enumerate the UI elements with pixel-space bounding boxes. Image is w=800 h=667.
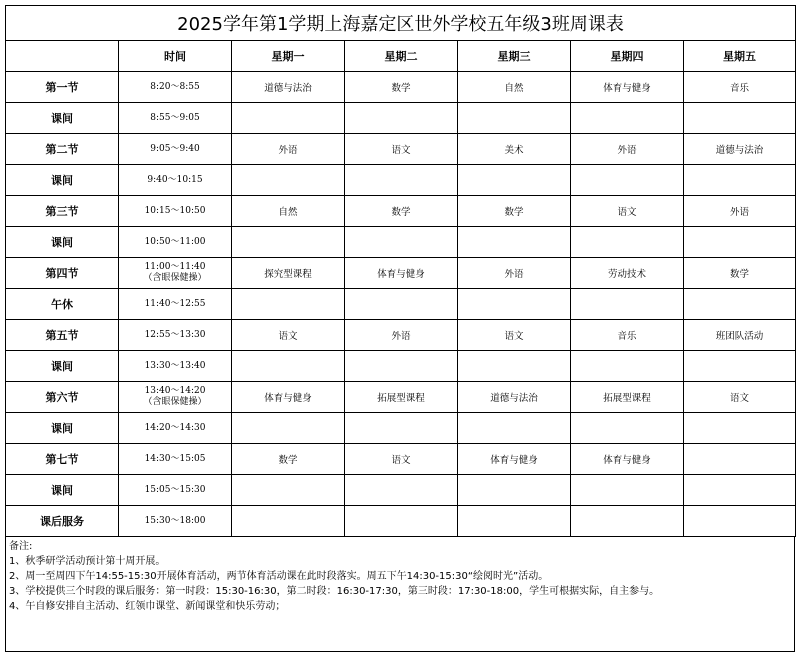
time-cell — [119, 351, 232, 382]
subject-cell: 数学 — [345, 72, 458, 103]
period-label: 第七节 — [6, 444, 119, 475]
subject-cell — [684, 103, 796, 134]
subject-cell — [345, 227, 458, 258]
subject-cell — [232, 103, 345, 134]
table-row — [6, 413, 796, 444]
time-range: 10:15～10:50 — [144, 205, 206, 216]
subject-cell — [458, 289, 571, 320]
time-range: 15:30～18:00 — [144, 515, 206, 526]
period-label: 课间 — [6, 227, 119, 258]
header-day: 星期三 — [458, 41, 571, 72]
subject-cell: 外语 — [458, 258, 571, 289]
subject-cell — [345, 289, 458, 320]
subject-cell: 体育与健身 — [571, 72, 684, 103]
title-row — [6, 6, 796, 41]
time-range: 14:20～14:30 — [144, 422, 206, 433]
subject-cell — [458, 506, 571, 537]
notes-heading: 备注: — [9, 541, 33, 552]
table-row — [6, 196, 796, 227]
time-range: 13:30～13:40 — [144, 360, 206, 371]
time-cell — [119, 475, 232, 506]
subject-cell — [345, 103, 458, 134]
time-range: 15:05～15:30 — [144, 484, 206, 495]
table-row — [6, 134, 796, 165]
notes-box — [6, 537, 795, 652]
subject-cell: 体育与健身 — [232, 382, 345, 413]
time-cell — [119, 506, 232, 537]
table-row — [6, 227, 796, 258]
subject-cell — [345, 351, 458, 382]
subject-cell — [232, 506, 345, 537]
period-label: 午休 — [6, 289, 119, 320]
subject-cell — [458, 351, 571, 382]
period-label: 课间 — [6, 475, 119, 506]
subject-cell: 体育与健身 — [571, 444, 684, 475]
timetable — [5, 5, 796, 537]
subject-cell — [232, 413, 345, 444]
period-label: 课间 — [6, 413, 119, 444]
subject-cell — [458, 475, 571, 506]
subject-cell: 体育与健身 — [458, 444, 571, 475]
table-row — [6, 351, 796, 382]
subject-cell: 数学 — [345, 196, 458, 227]
header-day: 星期四 — [571, 41, 684, 72]
table-row — [6, 506, 796, 537]
subject-cell — [345, 165, 458, 196]
subject-cell — [232, 227, 345, 258]
subject-cell: 语文 — [684, 382, 796, 413]
subject-cell: 外语 — [232, 134, 345, 165]
subject-cell — [345, 506, 458, 537]
subject-cell: 语文 — [458, 320, 571, 351]
subject-cell: 拓展型课程 — [571, 382, 684, 413]
subject-cell — [571, 103, 684, 134]
period-label: 第五节 — [6, 320, 119, 351]
time-range: 14:30～15:05 — [144, 453, 206, 464]
subject-cell: 数学 — [232, 444, 345, 475]
subject-cell: 自然 — [458, 72, 571, 103]
time-range: 11:40～12:55 — [144, 298, 206, 309]
time-cell — [119, 103, 232, 134]
subject-cell: 自然 — [232, 196, 345, 227]
note-item: 4、午自修安排自主活动、红领巾课堂、新闻课堂和快乐劳动； — [9, 601, 286, 612]
time-cell — [119, 227, 232, 258]
table-row — [6, 444, 796, 475]
table-row — [6, 72, 796, 103]
period-label: 课后服务 — [6, 506, 119, 537]
time-cell — [119, 382, 232, 413]
page-title: 2025学年第1学期上海嘉定区世外学校五年级3班周课表 — [6, 6, 796, 41]
subject-cell — [345, 475, 458, 506]
subject-cell: 音乐 — [571, 320, 684, 351]
subject-cell: 劳动技术 — [571, 258, 684, 289]
time-cell — [119, 289, 232, 320]
time-range: 12:55～13:30 — [144, 329, 206, 340]
period-label: 第三节 — [6, 196, 119, 227]
subject-cell: 外语 — [684, 196, 796, 227]
header-time: 时间 — [119, 41, 232, 72]
subject-cell: 外语 — [571, 134, 684, 165]
header-day: 星期一 — [232, 41, 345, 72]
subject-cell — [458, 165, 571, 196]
time-cell — [119, 134, 232, 165]
subject-cell: 外语 — [345, 320, 458, 351]
time-cell — [119, 258, 232, 289]
period-label: 课间 — [6, 103, 119, 134]
notes-table — [5, 536, 795, 652]
time-cell — [119, 413, 232, 444]
note-item: 2、周一至周四下午14:55-15:30开展体育活动，两节体育活动课在此时段落实。周五下午14:30-15:30“绘阅时光”活动。 — [9, 571, 549, 582]
subject-cell — [571, 475, 684, 506]
subject-cell — [232, 165, 345, 196]
subject-cell — [571, 506, 684, 537]
time-range: 11:00～11:40 — [144, 262, 206, 272]
time-range: 8:55～9:05 — [150, 112, 200, 123]
subject-cell — [684, 444, 796, 475]
subject-cell: 道德与法治 — [458, 382, 571, 413]
subject-cell — [345, 413, 458, 444]
time-range: 8:20～8:55 — [150, 81, 200, 92]
subject-cell: 道德与法治 — [684, 134, 796, 165]
subject-cell — [684, 289, 796, 320]
subject-cell: 美术 — [458, 134, 571, 165]
subject-cell — [684, 165, 796, 196]
subject-cell: 数学 — [684, 258, 796, 289]
timetable-sheet — [5, 5, 795, 662]
time-range: 9:40～10:15 — [147, 174, 203, 185]
subject-cell: 语文 — [345, 444, 458, 475]
header-row — [6, 41, 796, 72]
subject-cell — [684, 475, 796, 506]
subject-cell — [684, 351, 796, 382]
subject-cell — [571, 413, 684, 444]
subject-cell — [571, 289, 684, 320]
time-cell — [119, 444, 232, 475]
table-row — [6, 165, 796, 196]
time-cell — [119, 165, 232, 196]
subject-cell: 语文 — [345, 134, 458, 165]
table-row — [6, 258, 796, 289]
table-row — [6, 382, 796, 413]
subject-cell — [458, 227, 571, 258]
subject-cell — [684, 227, 796, 258]
subject-cell: 音乐 — [684, 72, 796, 103]
subject-cell — [458, 413, 571, 444]
subject-cell: 班团队活动 — [684, 320, 796, 351]
header-day: 星期五 — [684, 41, 796, 72]
table-row — [6, 289, 796, 320]
subject-cell: 体育与健身 — [345, 258, 458, 289]
time-note: （含眼保健操） — [143, 273, 207, 283]
subject-cell — [458, 103, 571, 134]
period-label: 课间 — [6, 165, 119, 196]
subject-cell — [684, 413, 796, 444]
header-corner — [6, 41, 119, 72]
period-label: 第六节 — [6, 382, 119, 413]
subject-cell: 道德与法治 — [232, 72, 345, 103]
subject-cell: 数学 — [458, 196, 571, 227]
subject-cell — [232, 289, 345, 320]
table-row — [6, 320, 796, 351]
subject-cell — [571, 165, 684, 196]
time-cell — [119, 196, 232, 227]
time-cell — [119, 72, 232, 103]
subject-cell: 探究型课程 — [232, 258, 345, 289]
header-day: 星期二 — [345, 41, 458, 72]
subject-cell — [571, 227, 684, 258]
time-range: 13:40～14:20 — [144, 386, 206, 396]
note-item: 3、学校提供三个时段的课后服务：第一时段：15:30-16:30，第二时段：16:30-17:30，第三时段：17:30-18:00，学生可根据实际，自主参与。 — [9, 586, 660, 597]
time-cell — [119, 320, 232, 351]
period-label: 第四节 — [6, 258, 119, 289]
note-item: 1、秋季研学活动预计第十周开展。 — [9, 556, 166, 567]
notes-row — [6, 537, 795, 652]
subject-cell — [684, 506, 796, 537]
period-label: 第二节 — [6, 134, 119, 165]
time-note: （含眼保健操） — [143, 397, 207, 407]
subject-cell: 语文 — [571, 196, 684, 227]
subject-cell: 拓展型课程 — [345, 382, 458, 413]
period-label: 课间 — [6, 351, 119, 382]
subject-cell: 语文 — [232, 320, 345, 351]
subject-cell — [232, 475, 345, 506]
subject-cell — [232, 351, 345, 382]
time-range: 10:50～11:00 — [144, 236, 206, 247]
period-label: 第一节 — [6, 72, 119, 103]
table-row — [6, 103, 796, 134]
subject-cell — [571, 351, 684, 382]
time-range: 9:05～9:40 — [150, 143, 200, 154]
table-row — [6, 475, 796, 506]
